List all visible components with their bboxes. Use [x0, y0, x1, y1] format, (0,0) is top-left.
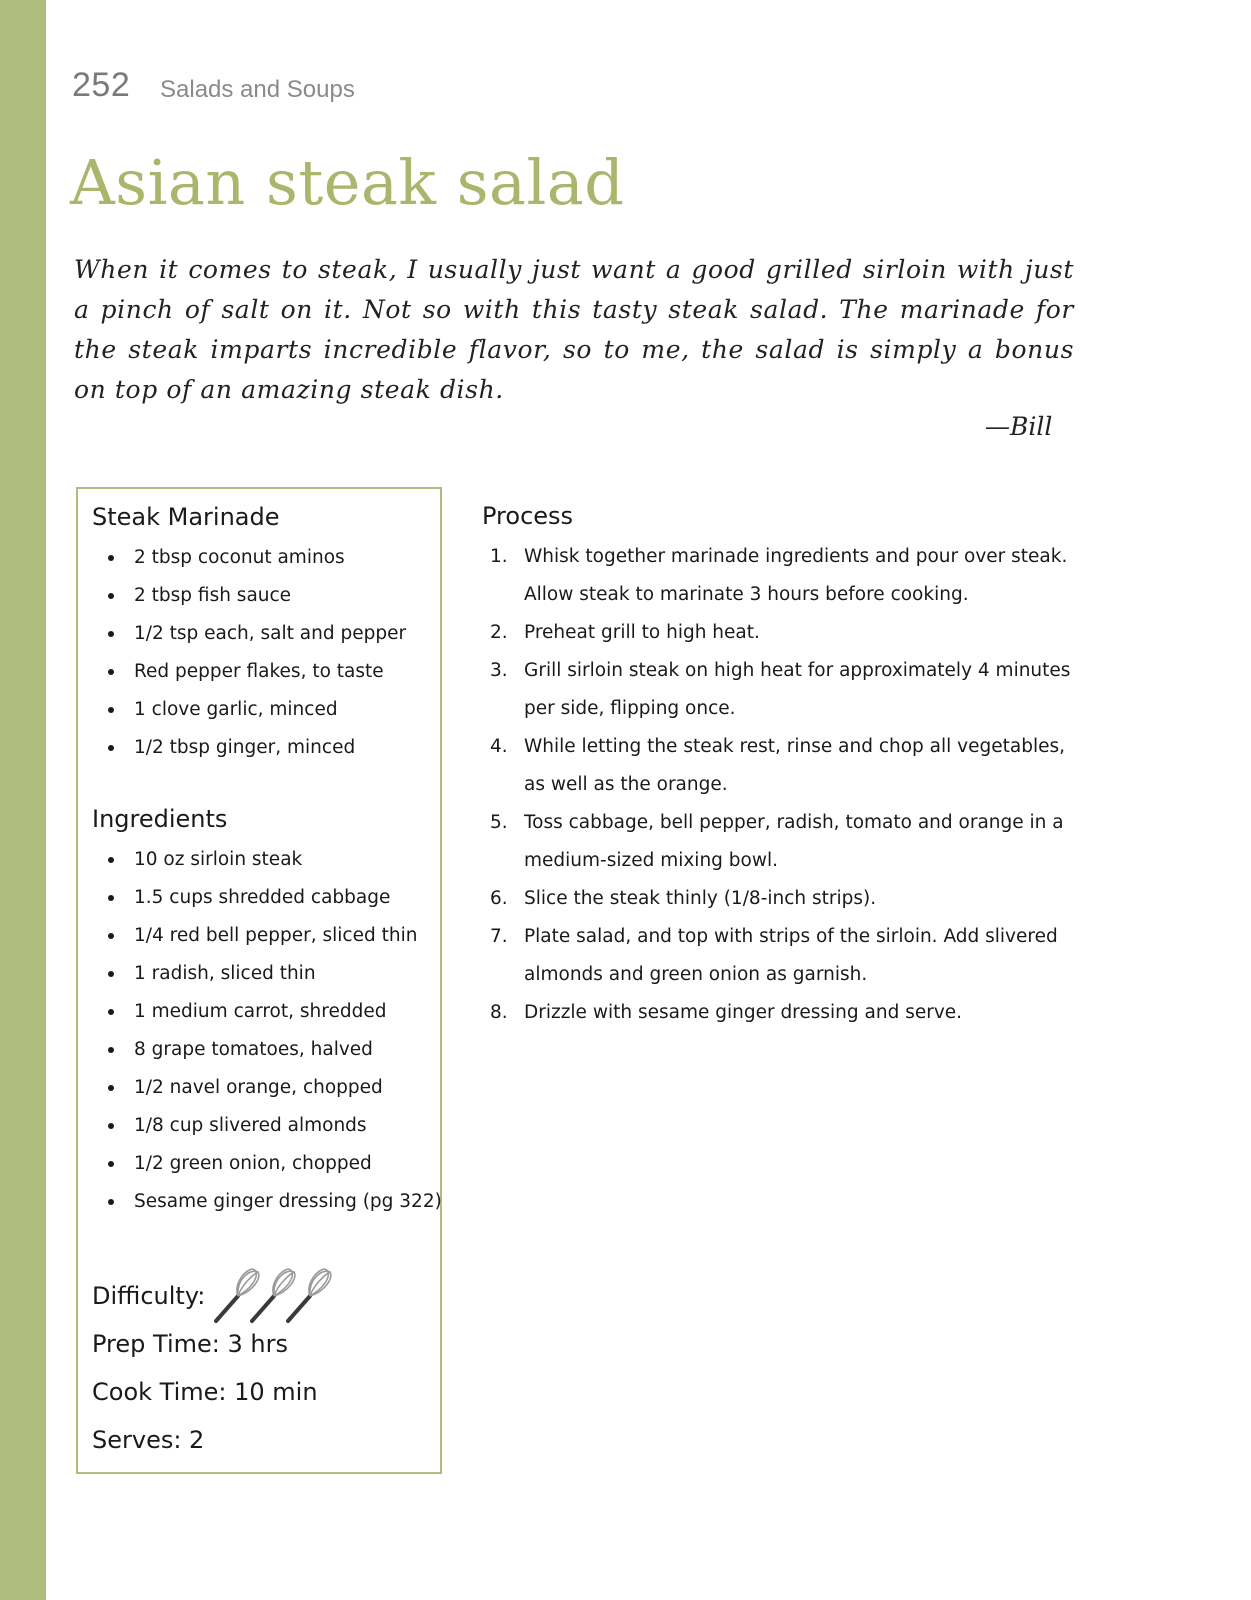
whisk-icon — [284, 1266, 334, 1330]
step-item: 4. While letting the steak rest, rinse and chop all vegetables, as well as the orange. — [490, 736, 1065, 795]
list-item: 1 clove garlic, minced — [108, 691, 406, 729]
list-item: 1/2 tbsp ginger, minced — [108, 729, 406, 767]
step-item: 3. Grill sirloin steak on high heat for approximately 4 minutes per side, flipping once. — [490, 660, 1071, 719]
list-item: 1/4 red bell pepper, sliced thin — [108, 917, 442, 955]
difficulty-row — [92, 1282, 205, 1310]
difficulty-rating — [212, 1266, 334, 1330]
marinade-list — [108, 539, 406, 767]
process-steps — [482, 538, 1082, 1032]
ingredients-list — [108, 841, 442, 1221]
step-item: 6. Slice the steak thinly (1/8-inch strips). — [490, 888, 877, 909]
difficulty-label: Difficulty: — [92, 1282, 206, 1310]
step-item: 8. Drizzle with sesame ginger dressing and serve. — [490, 1002, 963, 1023]
process-heading: Process — [482, 502, 574, 530]
ingredients-box — [76, 487, 442, 1474]
list-item: 1 radish, sliced thin — [108, 955, 442, 993]
list-item: 2 tbsp coconut aminos — [108, 539, 406, 577]
step-item: 5. Toss cabbage, bell pepper, radish, tomato and orange in a medium-sized mixing bowl. — [490, 812, 1064, 871]
list-item: 10 oz sirloin steak — [108, 841, 442, 879]
list-item: 8 grape tomatoes, halved — [108, 1031, 442, 1069]
side-accent-bar — [0, 0, 46, 1600]
recipe-title: Asian steak salad — [70, 146, 625, 219]
list-item: Red pepper flakes, to taste — [108, 653, 406, 691]
ingredients-heading: Ingredients — [92, 805, 228, 833]
list-item: 1 medium carrot, shredded — [108, 993, 442, 1031]
section-name: Salads and Soups — [160, 76, 355, 103]
cook-time: Cook Time: 10 min — [92, 1378, 318, 1406]
serves: Serves: 2 — [92, 1426, 205, 1454]
step-item: 7. Plate salad, and top with strips of the sirloin. Add slivered almonds and green onion as garnish. — [490, 926, 1058, 985]
list-item: 1/8 cup slivered almonds — [108, 1107, 442, 1145]
list-item: 2 tbsp fish sauce — [108, 577, 406, 615]
marinade-heading: Steak Marinade — [92, 503, 280, 531]
list-item: 1.5 cups shredded cabbage — [108, 879, 442, 917]
step-item: 2. Preheat grill to high heat. — [490, 622, 760, 643]
list-item: 1/2 green onion, chopped — [108, 1145, 442, 1183]
list-item: 1/2 tsp each, salt and pepper — [108, 615, 406, 653]
intro-quote: When it comes to steak, I usually just want a good grilled sirloin with just a pinch of salt on it. Not so with this tasty steak salad. The marinade for the steak imparts incredible flavor, so to me, the salad is simply a bonus on top of an amazing steak dish. — [74, 255, 1074, 404]
list-item: 1/2 navel orange, chopped — [108, 1069, 442, 1107]
signature: —Bill — [985, 412, 1053, 441]
list-item: Sesame ginger dressing (pg 322) — [108, 1183, 442, 1221]
prep-time: Prep Time: 3 hrs — [92, 1330, 288, 1358]
page-number: 252 — [72, 66, 131, 104]
step-item: 1. Whisk together marinade ingredients and pour over steak. Allow steak to marinate 3 hours before cooking. — [490, 546, 1068, 605]
